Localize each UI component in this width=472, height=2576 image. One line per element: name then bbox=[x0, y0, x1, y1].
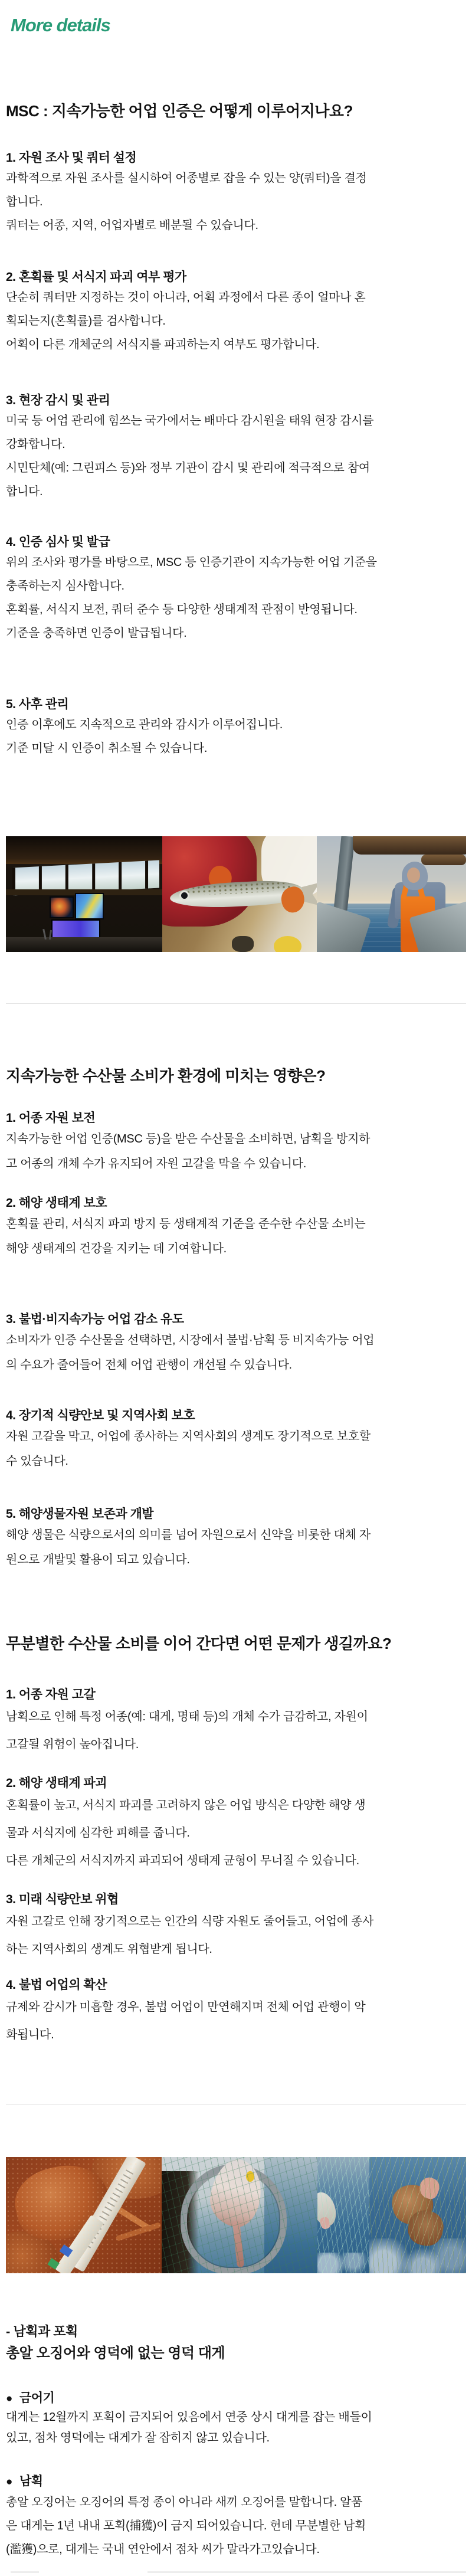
paragraph-line: 기준을 충족하면 인증이 발급됩니다. bbox=[6, 627, 187, 640]
section-overfishing-note bbox=[6, 2323, 466, 2561]
paragraph-line: 혼획률이 높고, 서식지 파괴를 고려하지 않은 어업 방식은 다양한 해양 생 bbox=[6, 1799, 366, 1812]
paragraph-line: 대게는 12월까지 포획이 금지되어 있음에서 연중 상시 대게를 잡는 배들이 bbox=[6, 2411, 372, 2424]
section-consumption-impact bbox=[6, 1065, 466, 1572]
item-heading: 3. 미래 식량안보 위협 bbox=[6, 1893, 119, 1906]
paragraph-line: 다른 개체군의 서식지까지 파괴되어 생태계 균형이 무너질 수 있습니다. bbox=[6, 1854, 359, 1867]
paragraph-line: 고 어종의 개체 수가 유지되어 자원 고갈을 막을 수 있습니다. bbox=[6, 1157, 307, 1170]
section-title: 지속가능한 수산물 소비가 환경에 미치는 영향은? bbox=[6, 1067, 326, 1085]
paragraph-line: 충족하는지 심사합니다. bbox=[6, 580, 124, 593]
photo-decor bbox=[353, 836, 466, 855]
section-divider bbox=[6, 2104, 466, 2105]
photo-decor bbox=[421, 855, 466, 865]
item-heading: 3. 불법·비지속가능 어업 감소 유도 bbox=[6, 1312, 184, 1326]
next-photo-row-edge bbox=[6, 2571, 466, 2576]
list-item bbox=[6, 1506, 466, 1572]
photo-decor bbox=[417, 2175, 442, 2202]
paragraph-line: 혼획률 관리, 서식지 파괴 방지 등 생태계적 기준을 준수한 수산물 소비는 bbox=[6, 1217, 366, 1230]
photo-decor bbox=[232, 2221, 244, 2268]
paragraph-line: 인증 이후에도 지속적으로 관리와 감시가 이루어집니다. bbox=[6, 718, 283, 731]
list-item bbox=[6, 1775, 466, 1875]
list-item bbox=[6, 1687, 466, 1759]
section-title: 무분별한 수산물 소비를 이어 간다면 어떤 문제가 생길까요? bbox=[6, 1635, 392, 1652]
item-heading: 2. 해양 생태계 파괴 bbox=[6, 1776, 107, 1790]
paragraph-line: 원으로 개발및 활용이 되고 있습니다. bbox=[6, 1553, 190, 1566]
photo-decor bbox=[317, 2253, 369, 2273]
bullet-label: 금어기 bbox=[19, 2391, 55, 2405]
photo-decor bbox=[6, 836, 162, 864]
photo-decor bbox=[264, 2157, 317, 2273]
bullet-icon: ● bbox=[6, 2392, 12, 2405]
paragraph-line: 지속가능한 어업 인증(MSC 등)을 받은 수산물을 소비하면, 남획을 방지하 bbox=[6, 1132, 371, 1145]
photo-decor bbox=[319, 2216, 332, 2230]
paragraph-line: 어획이 다른 개체군의 서식지를 파괴하는지 여부도 평가합니다. bbox=[6, 338, 320, 351]
list-item bbox=[6, 534, 466, 645]
item-heading: 3. 현장 감시 및 관리 bbox=[6, 394, 110, 407]
paragraph-line: 의 수요가 줄어들어 전체 어업 관행이 개선될 수 있습니다. bbox=[6, 1359, 292, 1372]
paragraph-line: 단순히 쿼터만 지정하는 것이 아니라, 어획 과정에서 다른 종이 얼마나 혼 bbox=[6, 291, 366, 304]
paragraph-line: 합니다. bbox=[6, 485, 43, 498]
photo-decor bbox=[246, 2171, 254, 2182]
list-item bbox=[6, 1311, 466, 1377]
photo-decor bbox=[50, 896, 74, 918]
photo-decor bbox=[115, 2222, 161, 2241]
list-item bbox=[6, 1408, 466, 1474]
photo-ship-bridge bbox=[6, 836, 162, 952]
bullet-heading bbox=[6, 2473, 466, 2490]
paragraph-line: 물과 서식지에 심각한 피해를 줍니다. bbox=[6, 1827, 190, 1839]
photo-decor bbox=[206, 2157, 267, 2231]
item-heading: 5. 사후 관리 bbox=[6, 698, 69, 711]
photo-row-overfishing bbox=[6, 2157, 466, 2273]
more-details-logo: More details bbox=[11, 15, 110, 35]
photo-decor bbox=[54, 2215, 104, 2273]
paragraph-line: 은 대게는 1년 내내 포획(捕獲)이 금지 되어있습니다. 헌데 무분별한 남획 bbox=[6, 2519, 366, 2532]
photo-decor bbox=[232, 936, 254, 952]
photo-edge-fragment bbox=[148, 2571, 466, 2573]
photo-decor bbox=[9, 2158, 115, 2247]
list-item bbox=[6, 1977, 466, 2049]
paragraph-line: 쿼터는 어종, 지역, 어업자별로 배분될 수 있습니다. bbox=[6, 219, 258, 232]
bullet-heading bbox=[6, 2390, 466, 2407]
paragraph-line: 기준 미달 시 인증이 취소될 수 있습니다. bbox=[6, 742, 208, 755]
paragraph-line: 규제와 감시가 미흡할 경우, 불법 어업이 만연해지며 전체 어업 관행이 악 bbox=[6, 2001, 366, 2014]
item-heading: 5. 해양생물자원 보존과 개발 bbox=[6, 1507, 154, 1521]
photo-edge-fragment bbox=[11, 2571, 39, 2573]
paragraph-line: 강화합니다. bbox=[6, 438, 65, 451]
item-heading: 1. 어종 자원 보전 bbox=[6, 1111, 96, 1125]
photo-decor bbox=[179, 891, 189, 901]
photo-row-fishing-certification bbox=[6, 836, 466, 952]
paragraph-line: 혼획률, 서식지 보전, 쿼터 준수 등 다양한 생태계적 관점이 반영됩니다. bbox=[6, 603, 358, 616]
item-heading: 1. 어종 자원 고갈 bbox=[6, 1688, 96, 1701]
section-title: MSC : 지속가능한 어업 인증은 어떻게 이루어지나요? bbox=[6, 102, 353, 120]
list-item bbox=[6, 696, 466, 760]
photo-decor bbox=[105, 2199, 153, 2233]
photo-decor bbox=[47, 2258, 60, 2270]
photo-fisherman-portrait bbox=[317, 836, 466, 952]
paragraph-line: 미국 등 어업 관리에 힘쓰는 국가에서는 배마다 감시원을 태워 현장 감시를 bbox=[6, 414, 374, 427]
photo-bycatch-in-net bbox=[369, 2157, 466, 2273]
paragraph-line: 고갈될 위험이 높아집니다. bbox=[6, 1738, 139, 1751]
item-heading: 4. 불법 어업의 확산 bbox=[6, 1978, 107, 1992]
photo-decor bbox=[66, 2157, 146, 2272]
photo-decor bbox=[6, 937, 162, 952]
paragraph-line: 합니다. bbox=[6, 195, 43, 208]
list-item bbox=[6, 1195, 466, 1261]
photo-decor bbox=[369, 2238, 466, 2273]
photo-net-in-water bbox=[317, 2157, 369, 2273]
paragraph-line: 화됩니다. bbox=[6, 2028, 54, 2041]
paragraph-line: 해양 생태계의 건강을 지키는 데 기여합니다. bbox=[6, 1242, 227, 1255]
footer-headline: 총알 오징어와 영덕에 없는 영덕 대게 bbox=[6, 2345, 225, 2361]
photo-decor bbox=[162, 2171, 199, 2273]
photo-crab-pile bbox=[6, 2157, 162, 2273]
item-heading: 4. 장기적 식량안보 및 지역사회 보호 bbox=[6, 1409, 195, 1422]
item-heading: 1. 자원 조사 및 쿼터 설정 bbox=[6, 151, 137, 165]
photo-decor bbox=[389, 2182, 436, 2228]
section-msc-certification bbox=[6, 100, 466, 760]
section-divider bbox=[6, 1003, 466, 1004]
paragraph-line: 해양 생물은 식량으로서의 의미를 넘어 자원으로서 신약을 비롯한 대체 자 bbox=[6, 1528, 371, 1541]
bullet-block-overfishing bbox=[6, 2473, 466, 2561]
paragraph-line: (濫獲)으로, 대게는 국내 연안에서 점차 씨가 말라가고있습니다. bbox=[6, 2543, 320, 2556]
paragraph-line: 획되는지(혼획률)를 검사합니다. bbox=[6, 315, 166, 328]
paragraph-line: 과학적으로 자원 조사를 실시하여 어종별로 잡을 수 있는 양(쿼터)을 결정 bbox=[6, 172, 367, 185]
photo-decor bbox=[91, 2157, 162, 2199]
item-heading: 4. 인증 심사 및 발급 bbox=[6, 535, 110, 549]
photo-decor bbox=[60, 2244, 73, 2257]
paragraph-line: 소비자가 인증 수산물을 선택하면, 시장에서 불법·남획 등 비지속가능 어업 bbox=[6, 1334, 375, 1347]
photo-decor bbox=[274, 936, 301, 952]
list-item bbox=[6, 269, 466, 356]
photo-decor bbox=[317, 2189, 340, 2230]
paragraph-line: 자원 고갈로 인해 장기적으로는 인간의 식량 자원도 줄어들고, 어업에 종사 bbox=[6, 1915, 374, 1928]
bullet-label: 남획 bbox=[19, 2474, 43, 2488]
paragraph-line: 시민단체(예: 그린피스 등)와 정부 기관이 감시 및 관리에 적극적으로 참여 bbox=[6, 461, 370, 474]
paragraph-line: 있고, 점차 영덕에는 대게가 잘 잡히지 않고 있습니다. bbox=[6, 2431, 270, 2444]
item-heading: 2. 혼획률 및 서식지 파괴 여부 평가 bbox=[6, 270, 186, 284]
photo-decor bbox=[51, 919, 101, 939]
list-item bbox=[6, 1110, 466, 1176]
paragraph-line: 위의 조사와 평가를 바탕으로, MSC 등 인증기관이 지속가능한 어업 기준을 bbox=[6, 556, 377, 569]
item-heading: 2. 해양 생태계 보호 bbox=[6, 1196, 107, 1210]
list-item bbox=[6, 150, 466, 237]
photo-fisherman-holding-fish bbox=[162, 836, 317, 952]
footer-subtitle: - 남획과 포획 bbox=[6, 2324, 78, 2339]
bullet-block-closed-season bbox=[6, 2390, 466, 2449]
paragraph-line: 남획으로 인해 특정 어종(예: 대게, 명태 등)의 개체 수가 급감하고, 자원이 bbox=[6, 1710, 368, 1723]
photo-decor bbox=[404, 2207, 447, 2249]
list-item bbox=[6, 1891, 466, 1963]
section-overconsumption-problems bbox=[6, 1633, 466, 2049]
paragraph-line: 자원 고갈을 막고, 어업에 종사하는 지역사회의 생계도 장기적으로 보호할 bbox=[6, 1430, 371, 1443]
paragraph-line: 수 있습니다. bbox=[6, 1455, 68, 1468]
photo-decor bbox=[75, 893, 104, 919]
photo-decor bbox=[407, 868, 420, 883]
photo-decor bbox=[181, 2164, 287, 2273]
photo-squid-in-net bbox=[162, 2157, 317, 2273]
paragraph-line: 하는 지역사회의 생계도 위협받게 됩니다. bbox=[6, 1943, 212, 1956]
bullet-icon: ● bbox=[6, 2476, 12, 2488]
list-item bbox=[6, 392, 466, 503]
photo-decor bbox=[334, 836, 355, 911]
paragraph-line: 총알 오징어는 오징어의 특정 종이 아니라 새끼 오징어를 말합니다. 알품 bbox=[6, 2496, 363, 2509]
